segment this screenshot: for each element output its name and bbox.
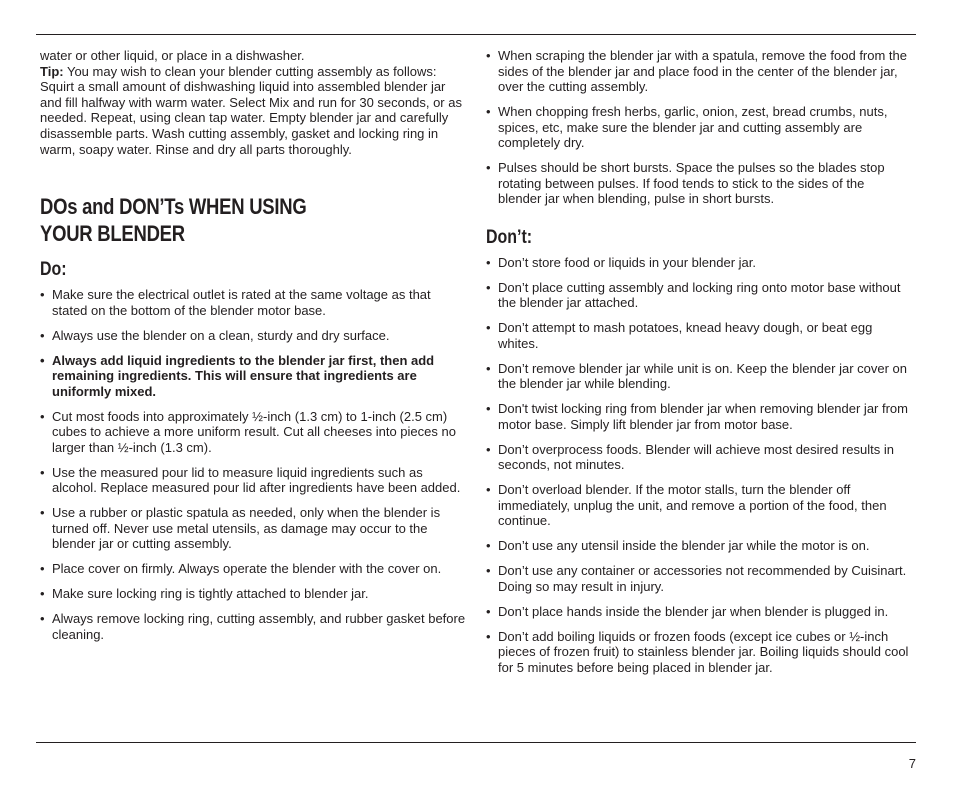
list-item-text: Cut most foods into approximately ½-inch (1.3 cm) to 1-inch (2.5 cm) cubes to achieve a more uniform result. Cut all cheeses into pieces no larger than ½-inch (1.3 cm). [52, 408, 456, 455]
list-item-text: Place cover on firmly. Always operate the blender with the cover on. [52, 561, 442, 577]
list-item [40, 505, 468, 552]
bullet: • [486, 441, 491, 457]
tip-label: Tip: [40, 63, 64, 79]
bullet: • [40, 611, 45, 627]
list-item [486, 563, 910, 594]
list-item [486, 538, 910, 554]
bullet: • [40, 586, 45, 602]
intro-continuation: water or other liquid, or place in a dishwasher. [40, 48, 305, 63]
bullet: • [486, 320, 491, 336]
bullet: • [486, 628, 491, 644]
list-item [486, 482, 910, 529]
page-number: 7 [908, 756, 916, 771]
section-title [40, 193, 400, 247]
list-item-text: Don’t overprocess foods. Blender will achieve most desired results in seconds, not minutes. [498, 441, 894, 473]
dos-list-continued [486, 48, 910, 207]
list-item-text: Don’t store food or liquids in your blender jar. [498, 254, 756, 270]
list-item [486, 361, 910, 392]
list-item-text: Don’t use any container or accessories not recommended by Cuisinart. Doing so may result in injury. [498, 563, 907, 594]
list-item-text: Don’t overload blender. If the motor stalls, turn the blender off immediately, unplug the unit, and remove a portion of the food, then continue. [498, 482, 887, 529]
list-item-text: Always add liquid ingredients to the blender jar first, then add remaining ingredients. This will ensure that ingredients are uniformly mixed. [52, 352, 435, 399]
list-item [40, 287, 468, 318]
list-item [486, 280, 910, 311]
bullet: • [40, 287, 45, 303]
list-item [40, 561, 468, 577]
list-item-text: Don’t use any utensil inside the blender jar while the motor is on. [498, 538, 870, 554]
bullet: • [486, 254, 491, 270]
bullet: • [486, 104, 491, 120]
section-title-line1: DOs and DON’Ts WHEN USING [40, 194, 307, 220]
section-title-line2: YOUR BLENDER [40, 221, 185, 247]
donts-heading: Don’t: [486, 226, 533, 248]
bullet: • [40, 561, 45, 577]
bullet: • [486, 48, 491, 63]
list-item [486, 104, 910, 151]
list-item [486, 442, 910, 473]
bullet: • [486, 360, 491, 376]
dos-heading: Do: [40, 259, 67, 281]
list-item-text: Always use the blender on a clean, sturdy and dry surface. [52, 327, 390, 343]
list-item-text: Don’t attempt to mash potatoes, knead heavy dough, or beat egg whites. [498, 320, 873, 351]
list-item [486, 160, 910, 207]
list-item-text: Don't twist locking ring from blender jar when removing blender jar from motor base. Simply lift blender jar from motor base. [498, 401, 908, 432]
bullet: • [40, 352, 45, 368]
dos-list [40, 287, 468, 642]
list-item [40, 409, 468, 456]
bullet: • [486, 538, 491, 554]
list-item-text: Use a rubber or plastic spatula as needed, only when the blender is turned off. Never use metal utensils, as damage may occur to the blender jar or cutting assembly. [52, 505, 441, 552]
bullet: • [486, 160, 491, 176]
list-item-text: Don’t remove blender jar while unit is on. Keep the blender jar cover on the blender jar while blending. [498, 360, 908, 392]
bullet: • [40, 408, 45, 424]
list-item-text: When chopping fresh herbs, garlic, onion, zest, bread crumbs, nuts, spices, etc, make sure the blender jar and cutting assembly are completely dry. [498, 104, 888, 151]
list-item-text: Pulses should be short bursts. Space the pulses so the blades stop rotating between pulses. If food tends to stick to the sides of the blender jar when blending, pulse in short bursts. [498, 160, 885, 207]
list-item [40, 611, 468, 642]
top-rule [36, 34, 916, 35]
list-item-text: Don’t add boiling liquids or frozen foods (except ice cubes or ½-inch pieces of frozen fruit) to stainless blender jar. Boiling liquids should cool for 5 minutes before being placed in blender jar. [498, 628, 909, 675]
donts-list [486, 255, 910, 675]
list-item [486, 255, 910, 271]
list-item [486, 48, 910, 95]
list-item [486, 604, 910, 620]
left-column [40, 48, 468, 652]
list-item-text: Always remove locking ring, cutting assembly, and rubber gasket before cleaning. [52, 611, 466, 642]
bullet: • [40, 327, 45, 343]
list-item [40, 328, 468, 344]
list-item-text: Make sure locking ring is tightly attached to blender jar. [52, 586, 369, 602]
list-item-text: Use the measured pour lid to measure liquid ingredients such as alcohol. Replace measured pour lid after ingredients have been added. [52, 464, 461, 496]
list-item [486, 320, 910, 351]
list-item [486, 629, 910, 676]
bullet: • [486, 401, 491, 417]
list-item [486, 401, 910, 432]
tip-text: You may wish to clean your blender cutting assembly as follows: Squirt a small amount of dishwashing liquid into assembled blender jar and fill halfway with warm water. Select Mix and run for 30 seconds, or as needed. Repeat, using clean tap water. Empty blender jar and carefully disassemble parts. Wash cutting assembly, gasket and locking ring in warm, soapy water. Rinse and dry all parts thoroughly. [40, 63, 462, 157]
right-column [486, 48, 910, 685]
bottom-rule [36, 742, 916, 743]
list-item [40, 353, 468, 400]
list-item-text: Don’t place cutting assembly and locking ring onto motor base without the blender jar attached. [498, 279, 901, 311]
bullet: • [40, 505, 45, 521]
list-item-text: Make sure the electrical outlet is rated at the same voltage as that stated on the bottom of the blender motor base. [52, 287, 431, 318]
list-item-text: When scraping the blender jar with a spatula, remove the food from the sides of the blender jar and place food in the center of the blender jar, over the cutting assembly. [498, 48, 907, 95]
list-item [40, 465, 468, 496]
list-item-text: Don’t place hands inside the blender jar when blender is plugged in. [498, 603, 889, 619]
bullet: • [486, 603, 491, 619]
bullet: • [40, 464, 45, 480]
bullet: • [486, 482, 491, 498]
bullet: • [486, 279, 491, 295]
list-item [40, 586, 468, 602]
bullet: • [486, 563, 491, 579]
tip-paragraph [40, 64, 468, 158]
